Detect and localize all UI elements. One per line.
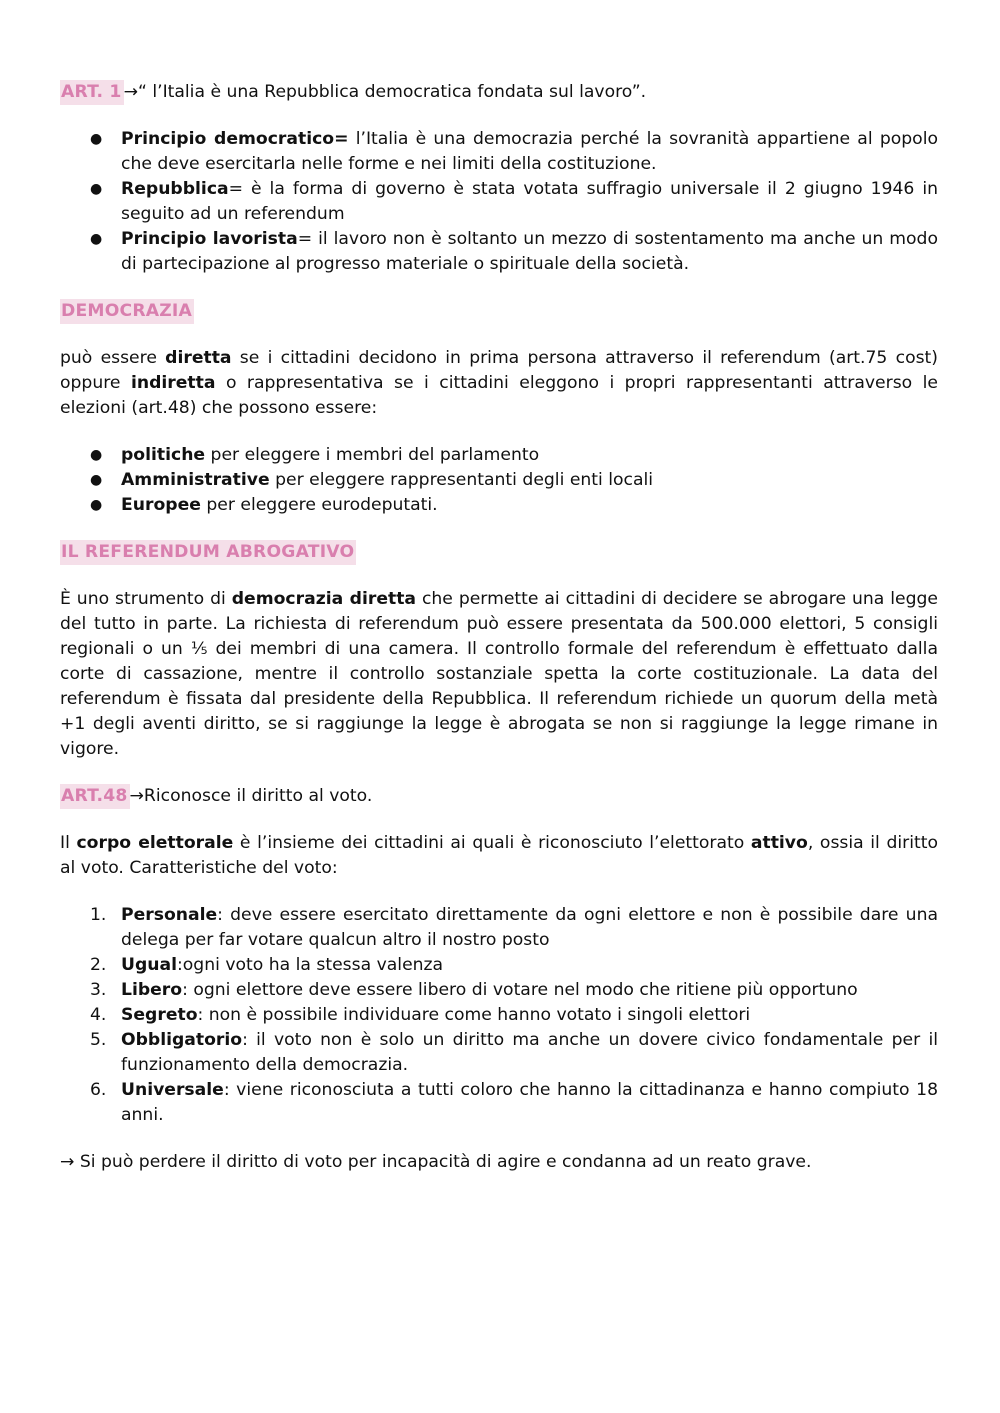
list-number: 4.	[90, 1005, 107, 1025]
democrazia-list	[60, 443, 938, 518]
text-span: può essere	[60, 348, 166, 368]
referendum-heading: IL REFERENDUM ABROGATIVO	[60, 540, 356, 565]
text-span: o rappresentativa se i cittadini eleggono i propri rappresentanti attraverso le elezioni (art.48) che possono essere:	[60, 373, 938, 418]
bold-term: attivo	[750, 833, 808, 853]
art48-line	[60, 784, 938, 809]
list-item-term: Libero	[121, 980, 183, 1000]
text-span: Il	[60, 833, 77, 853]
closing-note: → Si può perdere il diritto di voto per incapacità di agire e condanna ad un reato grave.	[60, 1152, 812, 1172]
art48-text: →Riconosce il diritto al voto.	[129, 786, 373, 806]
text-span: È uno strumento di	[60, 589, 232, 609]
bullet-icon: ●	[90, 231, 103, 247]
list-number: 1.	[90, 905, 107, 925]
list-item	[60, 443, 938, 468]
list-item	[60, 1028, 938, 1078]
list-item-text: : non è possibile individuare come hanno votato i singoli elettori	[197, 1005, 751, 1025]
list-item-term: Repubblica	[121, 179, 229, 199]
text-span: se i cittadini decidono in prima persona attraverso il referendum (art.75 cost) oppure	[60, 348, 938, 393]
list-item	[60, 1078, 938, 1128]
bullet-icon: ●	[90, 497, 103, 513]
art48-list	[60, 903, 938, 1128]
art1-list	[60, 127, 938, 277]
list-number: 3.	[90, 980, 107, 1000]
list-item	[60, 468, 938, 493]
bold-term: diretta	[165, 348, 232, 368]
list-item	[60, 127, 938, 177]
art1-text: →“ l’Italia è una Repubblica democratica fondata sul lavoro”.	[123, 82, 647, 102]
text-span: che permette ai cittadini di decidere se abrogare una legge del tutto in parte. La richiesta di referendum può essere presentata da 500.000 elettori, 5 consigli regionali o un ⅕ dei membri di una camera. Il controllo formale del referendum è effettuato dalla corte di cassazione, mentre il controllo sostanziale spetta la corte costituzionale. La data del referendum è fissata dal presidente della Repubblica. Il referendum richiede un quorum della metà +1 degli aventi diritto, se si raggiunge la legge è abrogata se non si raggiunge la legge rimane in vigore.	[60, 589, 938, 759]
list-item-text: : deve essere esercitato direttamente da ogni elettore e non è possibile dare una delega per far votare qualcun altro il nostro posto	[121, 905, 938, 950]
list-item-term: Ugual	[121, 955, 177, 975]
list-item-text: : ogni elettore deve essere libero di votare nel modo che ritiene più opportuno	[182, 980, 858, 1000]
list-item-text: per eleggere i membri del parlamento	[205, 445, 540, 465]
list-item-term: Principio democratico=	[121, 129, 349, 149]
list-item-text: : viene riconosciuta a tutti coloro che hanno la cittadinanza e hanno compiuto 18 anni.	[121, 1080, 938, 1125]
list-item	[60, 953, 938, 978]
list-item	[60, 1003, 938, 1028]
list-item	[60, 978, 938, 1003]
referendum-paragraph	[60, 587, 938, 762]
art1-line	[60, 80, 938, 105]
democrazia-paragraph	[60, 346, 938, 421]
list-number: 2.	[90, 955, 107, 975]
list-item-text: = è la forma di governo è stata votata suffragio universale il 2 giugno 1946 in seguito ad un referendum	[121, 179, 938, 224]
bold-term: democrazia diretta	[231, 589, 417, 609]
list-item-term: Personale	[121, 905, 218, 925]
list-item	[60, 903, 938, 953]
text-span: , ossia il diritto al voto. Caratteristiche del voto:	[60, 833, 938, 878]
art48-heading: ART.48	[60, 784, 130, 809]
list-item	[60, 177, 938, 227]
list-item	[60, 227, 938, 277]
list-item-term: Amministrative	[121, 470, 270, 490]
list-item-term: Europee	[121, 495, 201, 515]
bullet-icon: ●	[90, 447, 103, 463]
democrazia-heading: DEMOCRAZIA	[60, 299, 194, 324]
art1-heading: ART. 1	[60, 80, 124, 105]
document-page	[60, 80, 938, 1175]
list-item	[60, 493, 938, 518]
list-item-text: :ogni voto ha la stessa valenza	[177, 955, 444, 975]
text-span: è l’insieme dei cittadini ai quali è riconosciuto l’elettorato	[233, 833, 751, 853]
list-item-term: Obbligatorio	[121, 1030, 243, 1050]
list-item-term: politiche	[121, 445, 206, 465]
bullet-icon: ●	[90, 181, 103, 197]
democrazia-heading-line	[60, 299, 938, 324]
list-item-text: per eleggere eurodeputati.	[200, 495, 438, 515]
art48-paragraph	[60, 831, 938, 881]
list-item-term: Universale	[121, 1080, 224, 1100]
bold-term: corpo elettorale	[76, 833, 234, 853]
list-item-term: Principio lavorista	[121, 229, 298, 249]
list-number: 5.	[90, 1030, 107, 1050]
bullet-icon: ●	[90, 131, 103, 147]
list-item-term: Segreto	[121, 1005, 198, 1025]
list-item-text: per eleggere rappresentanti degli enti locali	[269, 470, 654, 490]
list-item-text: = il lavoro non è soltanto un mezzo di sostentamento ma anche un modo di partecipazione al progresso materiale o spirituale della società.	[121, 229, 938, 274]
list-number: 6.	[90, 1080, 107, 1100]
list-item-text: l’Italia è una democrazia perché la sovranità appartiene al popolo che deve esercitarla nelle forme e nei limiti della costituzione.	[121, 129, 938, 174]
referendum-heading-line	[60, 540, 938, 565]
bullet-icon: ●	[90, 472, 103, 488]
bold-term: indiretta	[130, 373, 216, 393]
list-item-text: : il voto non è solo un diritto ma anche un dovere civico fondamentale per il funzionamento della democrazia.	[121, 1030, 938, 1075]
